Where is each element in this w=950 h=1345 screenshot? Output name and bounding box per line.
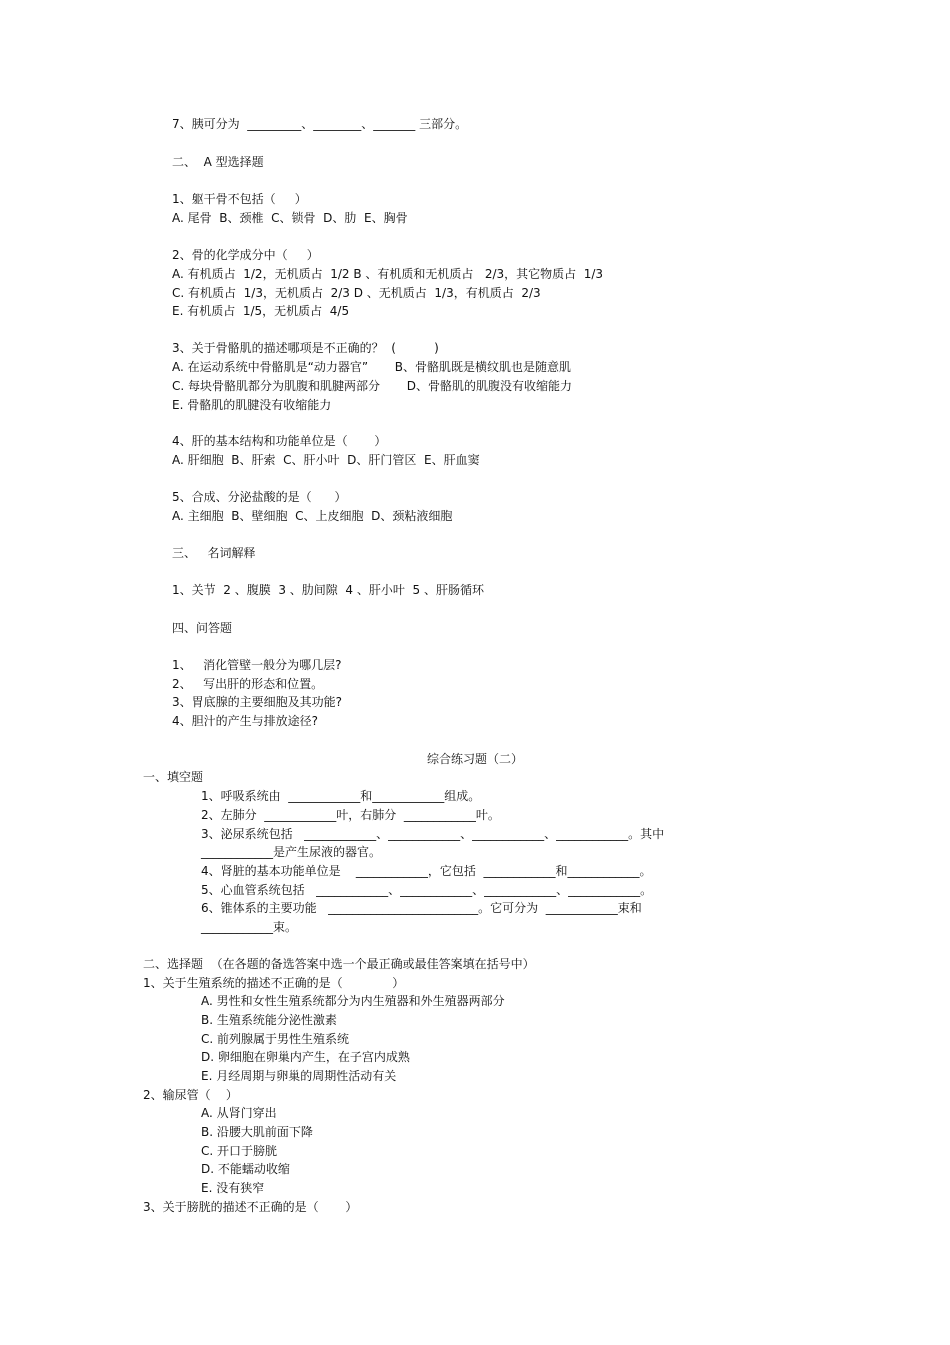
fill-item: ____________束。 (201, 920, 298, 934)
choice-2-option: E. 没有狭窄 (201, 1181, 265, 1195)
choice-2-option: B. 沿腰大肌前面下降 (201, 1125, 313, 1139)
question-2-stem: 2、骨的化学成分中（ ） (172, 248, 319, 262)
qa-item: 3、胃底腺的主要细胞及其功能? (172, 695, 343, 709)
fill-item: 1、呼吸系统由 ____________和____________组成。 (201, 789, 481, 803)
choice-section-title: 二、选择题 （在各题的备选答案中选一个最正确或最佳答案填在括号中） (143, 957, 535, 971)
fill-item: 3、泌尿系统包括 ____________、____________、____________、____________。其中 (201, 827, 665, 841)
section-a-type-title: 二、 A 型选择题 (172, 155, 264, 169)
qa-item: 2、 写出肝的形态和位置。 (172, 677, 324, 691)
section-qa-title: 四、问答题 (172, 621, 233, 635)
qa-item: 1、 消化管壁一般分为哪几层? (172, 658, 342, 672)
question-3-option-cd: C. 每块骨骼肌都分为肌腹和肌腱两部分 D、骨骼肌的肌腹没有收缩能力 (172, 379, 572, 393)
fill-item: 2、左肺分 ____________叶，右肺分 ____________叶。 (201, 808, 500, 822)
choice-1-option: C. 前列腺属于男性生殖系统 (201, 1032, 350, 1046)
choice-2-option: C. 开口于膀胱 (201, 1144, 278, 1158)
question-3-option-e: E. 骨骼肌的肌腱没有收缩能力 (172, 398, 332, 412)
question-5-stem: 5、合成、分泌盐酸的是（ ） (172, 490, 347, 504)
section-terms-title: 三、 名词解释 (172, 546, 256, 560)
question-2-option-e: E. 有机质占 1/5，无机质占 4/5 (172, 304, 350, 318)
question-2-option-ab: A. 有机质占 1/2，无机质占 1/2 B 、有机质和无机质占 2/3，其它物质占 1/3 (172, 267, 604, 281)
page-title: 综合练习题（二） (426, 752, 523, 766)
fill-item: 5、心血管系统包括 ____________、____________、____________、____________。 (201, 883, 653, 897)
question-4-options: A. 肝细胞 B、肝索 C、肝小叶 D、肝门管区 E、肝血窦 (172, 453, 480, 467)
choice-3-stem: 3、关于膀胱的描述不正确的是（ ） (143, 1200, 358, 1214)
question-1-stem: 1、躯干骨不包括（ ） (172, 192, 307, 206)
choice-2-stem: 2、输尿管（ ） (143, 1088, 238, 1102)
fill-item: 6、锥体系的主要功能 _________________________。它可分为 ____________束和 (201, 901, 642, 915)
question-7: 7、胰可分为 _________、________、_______ 三部分。 (172, 117, 468, 131)
terms-list: 1、关节 2 、腹膜 3 、肋间隙 4 、肝小叶 5 、肝肠循环 (172, 583, 484, 597)
question-3-option-ab: A. 在运动系统中骨骼肌是“动力器官” B、骨骼肌既是横纹肌也是随意肌 (172, 360, 571, 374)
question-4-stem: 4、肝的基本结构和功能单位是（ ） (172, 434, 387, 448)
choice-1-option: B. 生殖系统能分泌性激素 (201, 1013, 337, 1027)
question-3-stem: 3、关于骨骼肌的描述哪项是不正确的？ ( ) (172, 341, 439, 355)
fill-item: ____________是产生尿液的器官。 (201, 845, 382, 859)
choice-2-option: A. 从肾门穿出 (201, 1106, 277, 1120)
choice-2-option: D. 不能蠕动收缩 (201, 1162, 290, 1176)
fill-section-title: 一、填空题 (143, 770, 204, 784)
choice-1-option: A. 男性和女性生殖系统都分为内生殖器和外生殖器两部分 (201, 994, 505, 1008)
question-5-options: A. 主细胞 B、壁细胞 C、上皮细胞 D、颈粘液细胞 (172, 509, 453, 523)
choice-1-stem: 1、关于生殖系统的描述不正确的是（ ） (143, 976, 405, 990)
choice-1-option: E. 月经周期与卵巢的周期性活动有关 (201, 1069, 397, 1083)
question-1-options: A. 尾骨 B、颈椎 C、锁骨 D、肋 E、胸骨 (172, 211, 408, 225)
question-2-option-cd: C. 有机质占 1/3，无机质占 2/3 D 、无机质占 1/3，有机质占 2/3 (172, 286, 541, 300)
choice-1-option: D. 卵细胞在卵巢内产生，在子宫内成熟 (201, 1050, 410, 1064)
qa-item: 4、胆汁的产生与排放途径? (172, 714, 319, 728)
fill-item: 4、肾脏的基本功能单位是 ____________，它包括 ____________和____________。 (201, 864, 652, 878)
